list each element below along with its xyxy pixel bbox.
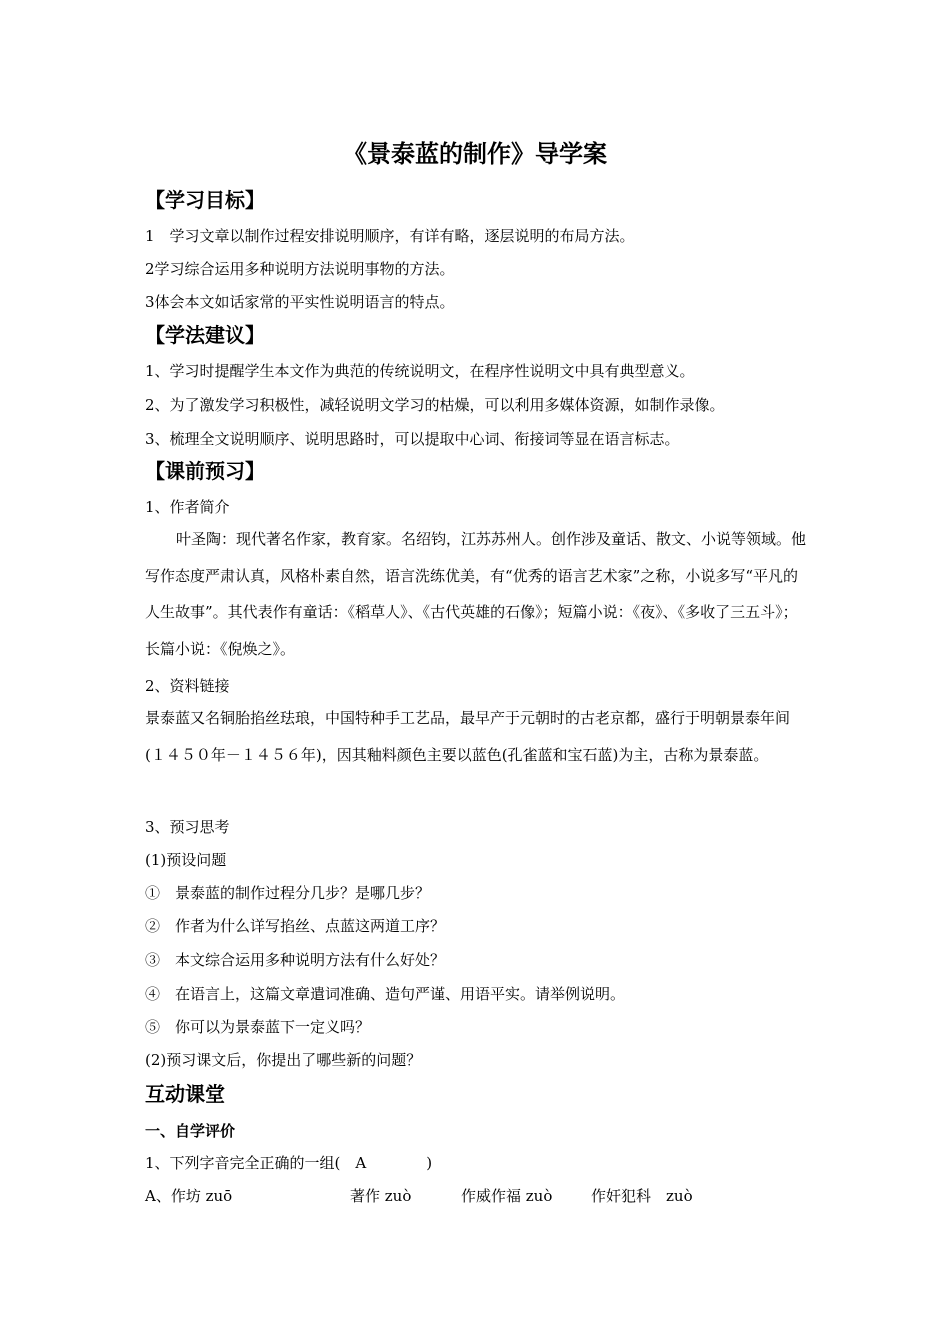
link-text: 景泰蓝又名铜胎掐丝珐琅，中国特种手工艺品，最早产于元朝时的古老京都，盛行于明朝景泰年间(１４５０年－１４５６年)，因其釉料颜色主要以蓝色(孔雀蓝和宝石蓝)为主，古称为景泰蓝。	[145, 709, 791, 764]
option-a: A、作坊 zuō	[145, 1187, 233, 1205]
think-label: 3、预习思考	[145, 818, 230, 836]
question-item: ③ 本文综合运用多种说明方法有什么好处？	[145, 951, 446, 969]
question-item: ① 景泰蓝的制作过程分几步？是哪几步？	[145, 884, 431, 902]
method-item: 3、梳理全文说明顺序、说明思路时，可以提取中心词、衔接词等显在语言标志。	[145, 430, 680, 448]
question-1: 1、下列字音完全正确的一组( A )	[145, 1154, 433, 1172]
link-label: 2、资料链接	[145, 677, 230, 695]
after-label: (2)预习课文后，你提出了哪些新的问题？	[145, 1051, 422, 1069]
option-word: 作奸犯科 zuò	[591, 1187, 693, 1205]
question-item: ② 作者为什么详写掐丝、点蓝这两道工序？	[145, 917, 446, 935]
question-item: ⑤ 你可以为景泰蓝下一定义吗？	[145, 1018, 371, 1036]
goal-item: 1 学习文章以制作过程安排说明顺序，有详有略，逐层说明的布局方法。	[145, 227, 635, 245]
methods-heading: 【学法建议】	[145, 323, 265, 347]
author-intro: 叶圣陶：现代著名作家，教育家。名绍钧，江苏苏州人。创作涉及童话、散文、小说等领域。他写作态度严肃认真，风格朴素自然，语言洗练优美，有“优秀的语言艺术家”之称，小说多写“平凡的人生故事”。其代表作有童话：《稻草人》、《古代英雄的石像》；短篇小说：《夜》、《多收了三五斗》；长篇小说：《倪焕之》。	[145, 530, 807, 658]
document-title: 《景泰蓝的制作》导学案	[343, 140, 607, 168]
preset-label: (1)预设问题	[145, 851, 227, 869]
method-item: 2、为了激发学习积极性，减轻说明文学习的枯燥，可以利用多媒体资源，如制作录像。	[145, 396, 725, 414]
goal-item: 2学习综合运用多种说明方法说明事物的方法。	[145, 260, 455, 278]
goals-heading: 【学习目标】	[145, 188, 265, 212]
author-label: 1、作者简介	[145, 498, 230, 516]
option-word: 著作 zuò	[350, 1187, 412, 1205]
question-item: ④ 在语言上，这篇文章遣词准确、造句严谨、用语平实。请举例说明。	[145, 985, 626, 1003]
self-eval-heading: 一、自学评价	[145, 1122, 236, 1140]
goal-item: 3体会本文如话家常的平实性说明语言的特点。	[145, 293, 455, 311]
preview-heading: 【课前预习】	[145, 459, 265, 483]
classroom-heading: 互动课堂	[145, 1082, 225, 1106]
method-item: 1、学习时提醒学生本文作为典范的传统说明文，在程序性说明文中具有典型意义。	[145, 362, 695, 380]
option-word: 作威作福 zuò	[461, 1187, 553, 1205]
